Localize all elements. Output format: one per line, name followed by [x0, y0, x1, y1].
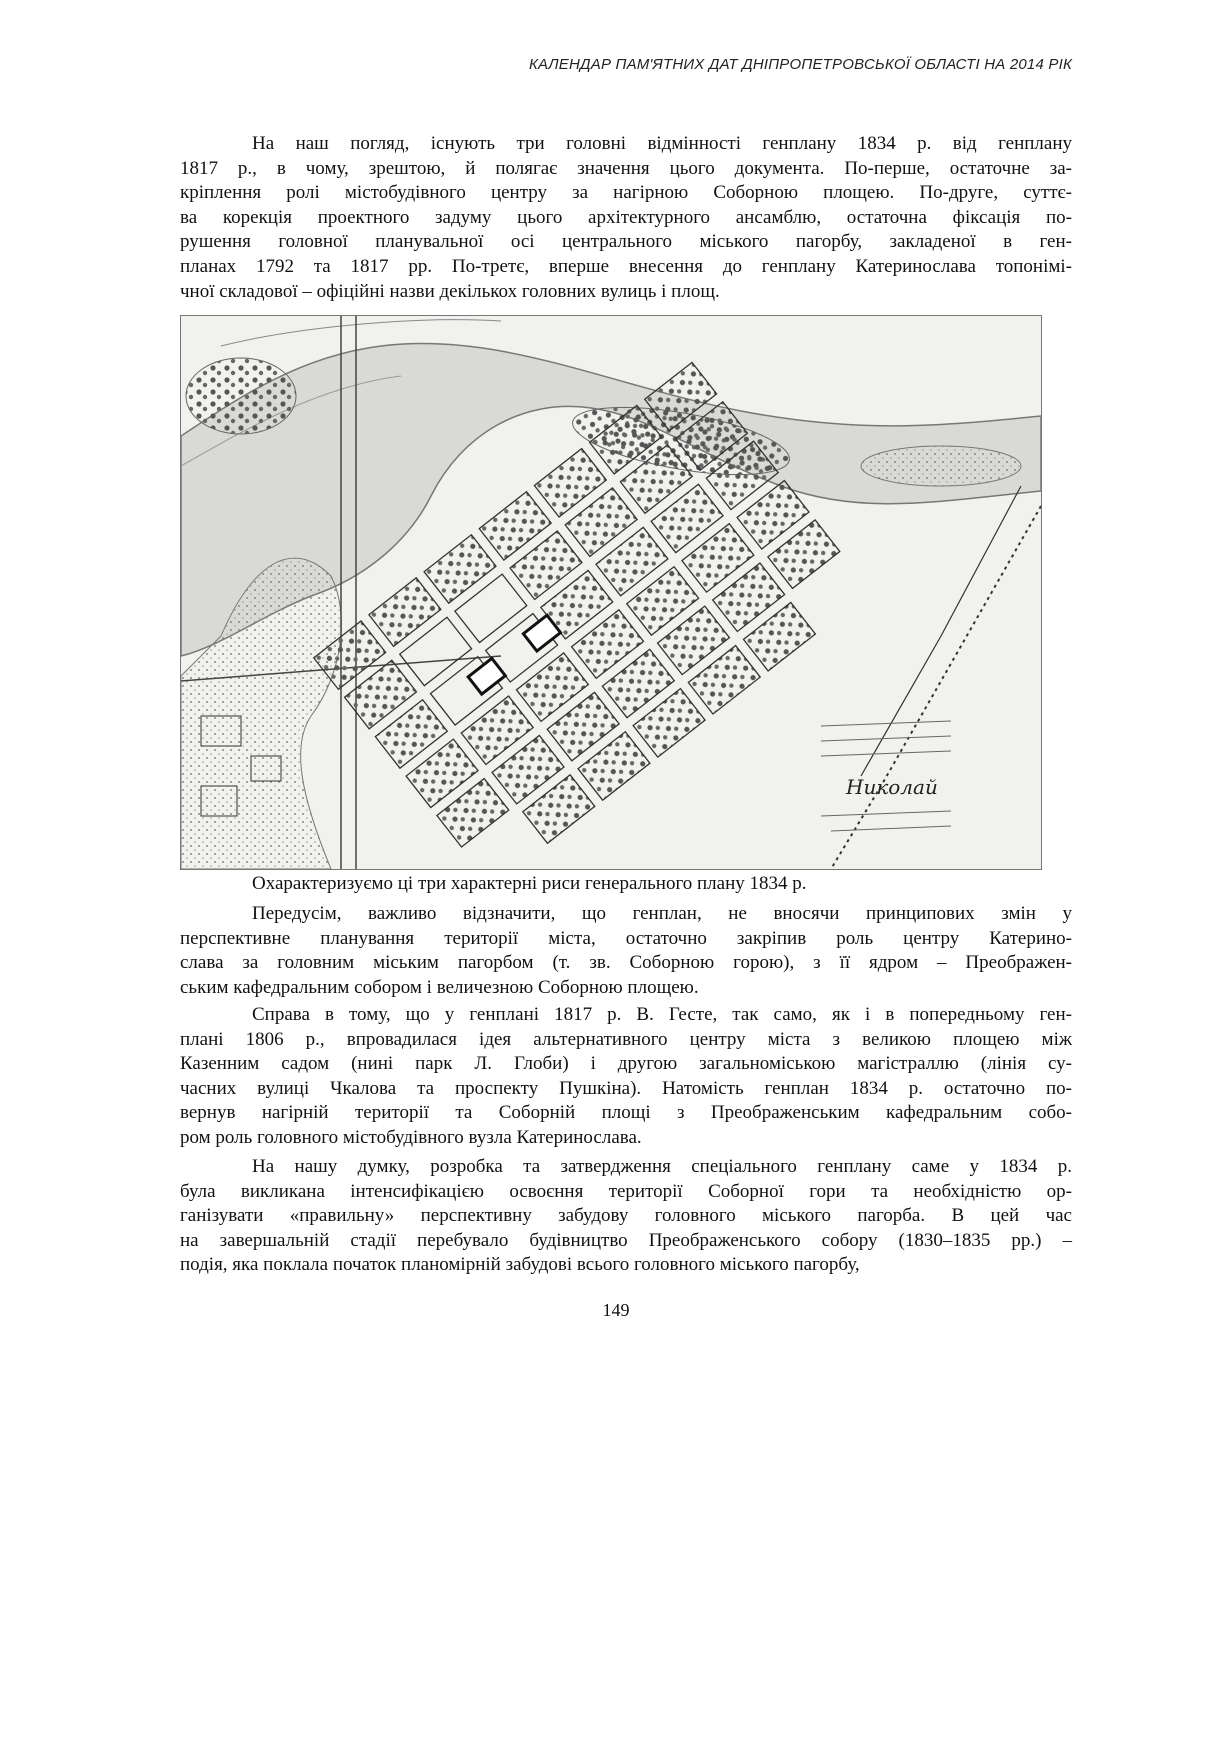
text-line: планах 1792 та 1817 рр. По-третє, вперше внесення до генплану Катеринослава топонімі- [180, 255, 1072, 277]
text-line: 1817 р., в чому, зрештою, й полягає значення цього документа. По-перше, остаточне за- [180, 157, 1072, 179]
text-line: кріплення ролі містобудівного центру за нагірною Соборною площею. По-друге, суттє- [180, 182, 1072, 204]
map-signature: Николай [846, 775, 938, 799]
paragraph-2 [180, 902, 1072, 1000]
page-number: 149 [602, 1300, 630, 1320]
text-line: ва корекція проектного задуму цього архітектурного ансамблю, остаточна фіксація по- [180, 206, 1072, 228]
text-line: вернув нагірній території та Соборній площі з Преображенським кафедральним собо- [180, 1102, 1072, 1124]
paragraph-3 [180, 1003, 1072, 1151]
text-line: Казенним садом (нині парк Л. Глоби) і другою загальноміською магістраллю (лінія су- [180, 1053, 1072, 1075]
text-line: ганізувати «правильну» перспективну забудову головного міського пагорба. В цей час [180, 1205, 1072, 1227]
text-line: рушення головної планувальної осі центрального міського пагорбу, закладеної в ген- [180, 231, 1072, 253]
running-header: КАЛЕНДАР ПАМ'ЯТНИХ ДАТ ДНІПРОПЕТРОВСЬКОЇ ОБЛАСТІ НА 2014 РІК [529, 56, 1072, 73]
paragraph-4 [180, 1155, 1072, 1278]
text-line: ром роль головного містобудівного вузла Катеринослава. [180, 1126, 642, 1148]
text-line: чної складової – офіційні назви декількох головних вулиць і площ. [180, 280, 720, 302]
text-line: слава за головним міським пагорбом (т. зв. Соборною горою), з її ядром – Преображен- [180, 952, 1072, 974]
text-line: Справа в тому, що у генплані 1817 р. В. Гесте, так само, як і в попередньому ген- [252, 1004, 1072, 1025]
text-line: перспективне планування території міста, остаточно закріпив роль центру Катерино- [180, 927, 1072, 949]
text-line: На нашу думку, розробка та затвердження спеціального генплану саме у 1834 р. [252, 1156, 1072, 1177]
text-line: Передусім, важливо відзначити, що генплан, не вносячи принципових змін у [252, 903, 1072, 924]
text-line: подія, яка поклала початок планомірній забудові всього головного міського пагорбу, [180, 1254, 860, 1276]
city-plan-map-drawing [181, 316, 1041, 869]
text-line: була викликана інтенсифікацією освоєння території Соборної гори та необхідністю ор- [180, 1180, 1072, 1202]
text-line: плані 1806 р., впровадилася ідея альтернативного центру міста з великою площею між [180, 1028, 1072, 1050]
paragraph-1 [180, 132, 1072, 304]
text-line: на завершальній стадії перебувало будівництво Преображенського собору (1830–1835 рр.) – [180, 1229, 1072, 1251]
city-plan-map-image [180, 315, 1042, 870]
text-line: часних вулиці Чкалова та проспекту Пушкіна). Натомість генплан 1834 р. остаточно по- [180, 1077, 1072, 1099]
figure-caption: Охарактеризуємо ці три характерні риси генерального плану 1834 р. [252, 873, 807, 894]
text-line: ським кафедральним собором і величезною Соборною площею. [180, 976, 699, 998]
text-line: На наш погляд, існують три головні відмінності генплану 1834 р. від генплану [252, 133, 1072, 154]
